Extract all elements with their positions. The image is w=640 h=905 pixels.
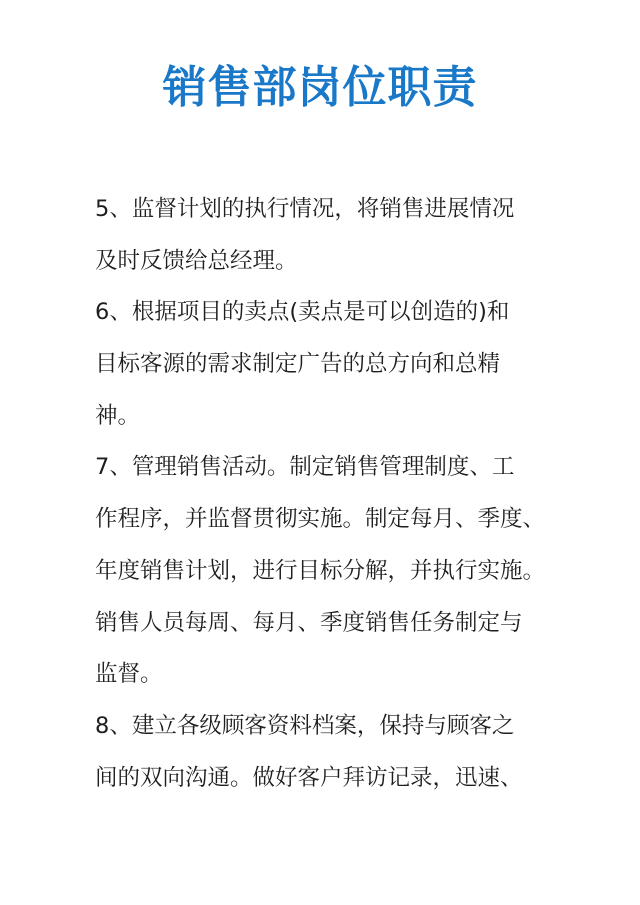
body-line: 6、根据项目的卖点(卖点是可以创造的)和 (95, 299, 510, 326)
body-line: 7、管理销售活动。制定销售管理制度、工 (95, 454, 515, 481)
page-title: 销售部岗位职责 (162, 62, 478, 113)
body-line: 5、监督计划的执行情况，将销售进展情况 (95, 196, 515, 222)
document-body (95, 184, 555, 804)
body-line: 销售人员每周、每月、季度销售任务制定与 (95, 609, 523, 636)
body-line: 目标客源的需求制定广告的总方向和总精 (95, 351, 501, 378)
body-line: 及时反馈给总经理。 (95, 247, 298, 274)
body-line: 神。 (95, 402, 141, 429)
body-line: 监督。 (95, 661, 163, 688)
body-line: 作程序，并监督贯彻实施。制定每月、季度、 (95, 506, 546, 533)
body-line: 年度销售计划，进行目标分解，并执行实施。 (95, 557, 546, 584)
body-line: 间的双向沟通。做好客户拜访记录，迅速、 (95, 764, 523, 791)
body-line: 8、建立各级顾客资料档案，保持与顾客之 (95, 712, 515, 739)
